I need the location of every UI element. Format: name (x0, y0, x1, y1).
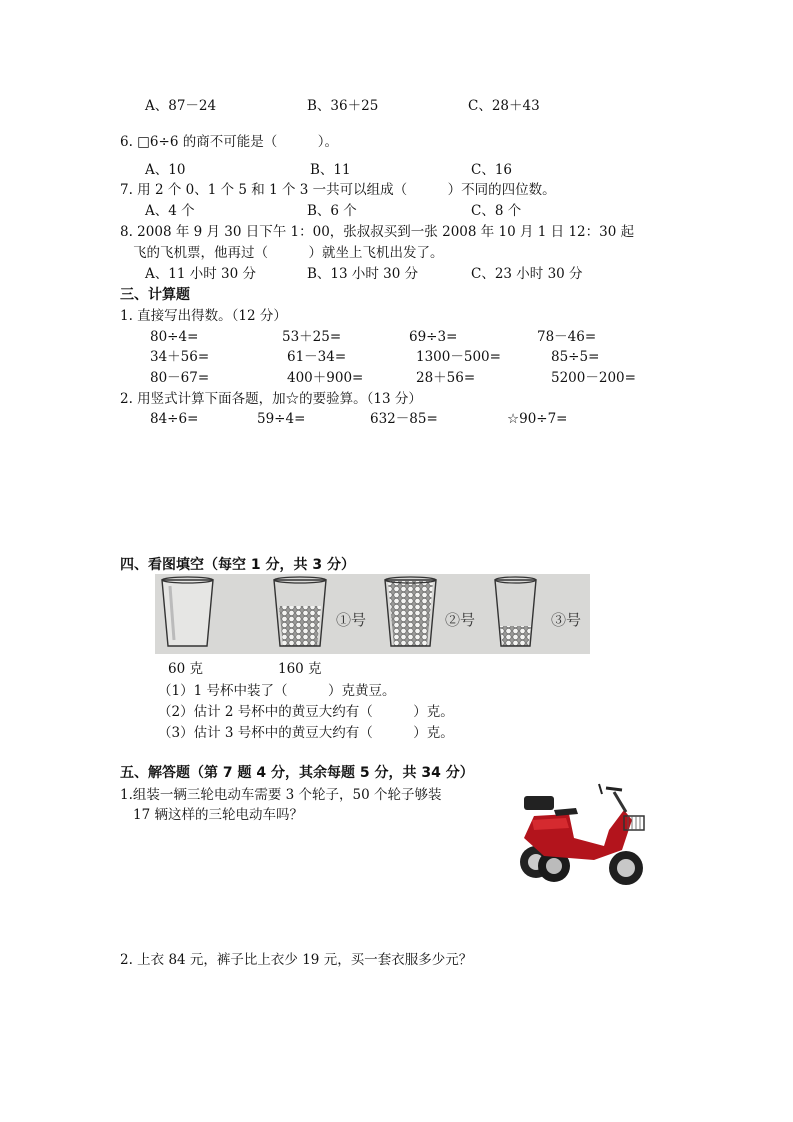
calc-item: 400＋900= (287, 370, 364, 386)
q8-option-a: A、11 小时 30 分 (145, 266, 256, 282)
q7-option-c: C、8 个 (471, 203, 522, 219)
vertical-calc-item: 84÷6= (150, 411, 199, 427)
vertical-calc-item: ☆90÷7= (507, 411, 568, 427)
cup-label: ③号 (551, 611, 582, 629)
section5-title: 五、解答题（第 7 题 4 分，其余每题 5 分，共 34 分） (120, 765, 474, 781)
calc-item: 78－46= (537, 329, 597, 345)
cup-3-icon (495, 577, 536, 646)
section3-q2-title: 2. 用竖式计算下面各题，加☆的要验算。（13 分） (120, 391, 422, 407)
q8-stem-line1: 8. 2008 年 9 月 30 日下午 1：00，张叔叔买到一张 2008 年 10 月 1 日 12：30 起 (120, 224, 635, 240)
calc-item: 34＋56= (150, 349, 210, 365)
empty-cup-icon (162, 577, 213, 646)
q8-option-b: B、13 小时 30 分 (307, 266, 419, 282)
cup-160g-icon (274, 577, 326, 646)
section3-title: 三、计算题 (120, 287, 190, 303)
section4-question-3: （3）估计 3 号杯中的黄豆大约有（ ）克。 (158, 725, 454, 741)
section5-q1-line2: 17 辆这样的三轮电动车吗？ (133, 807, 303, 823)
q8-option-c: C、23 小时 30 分 (471, 266, 583, 282)
section5-q1-line1: 1.组装一辆三轮电动车需要 3 个轮子，50 个轮子够装 (120, 787, 442, 803)
calc-item: 1300－500= (416, 349, 501, 365)
q5-option-c: C、28＋43 (468, 98, 540, 114)
vertical-calc-item: 632－85= (370, 411, 438, 427)
calc-item: 53＋25= (282, 329, 342, 345)
q6-option-b: B、11 (310, 162, 351, 178)
calc-item: 28＋56= (416, 370, 476, 386)
weight-label-60: 60 克 (168, 661, 203, 677)
cup-1-icon (385, 577, 436, 646)
cup-label: ①号 (336, 611, 367, 629)
q5-option-a: A、87－24 (145, 98, 217, 114)
calc-item: 61－34= (287, 349, 347, 365)
q7-option-a: A、4 个 (145, 203, 195, 219)
calc-item: 80－67= (150, 370, 210, 386)
q6-option-c: C、16 (471, 162, 513, 178)
q7-stem: 7. 用 2 个 0、1 个 5 和 1 个 3 一共可以组成（ ）不同的四位数。 (120, 182, 556, 198)
q6-option-a: A、10 (145, 162, 186, 178)
tricycle-scooter-image (514, 780, 649, 892)
calc-item: 85÷5= (551, 349, 600, 365)
section3-q1-title: 1. 直接写出得数。（12 分） (120, 308, 287, 324)
calc-item: 69÷3= (409, 329, 458, 345)
vertical-calc-item: 59÷4= (257, 411, 306, 427)
q7-option-b: B、6 个 (307, 203, 357, 219)
section4-question-2: （2）估计 2 号杯中的黄豆大约有（ ）克。 (158, 704, 454, 720)
section4-question-1: （1）1 号杯中装了（ ）克黄豆。 (158, 683, 396, 699)
calc-item: 80÷4= (150, 329, 199, 345)
weight-label-160: 160 克 (278, 661, 322, 677)
q8-stem-line2: 飞的飞机票，他再过（ ）就坐上飞机出发了。 (133, 245, 444, 261)
section4-title: 四、看图填空（每空 1 分，共 3 分） (120, 557, 355, 573)
section5-q2: 2. 上衣 84 元，裤子比上衣少 19 元，买一套衣服多少元？ (120, 952, 473, 968)
calc-item: 5200－200= (551, 370, 636, 386)
q5-option-b: B、36＋25 (307, 98, 379, 114)
cup-label: ②号 (445, 611, 476, 629)
cups-image (155, 574, 590, 654)
q6-stem: 6. □6÷6 的商不可能是（ ）。 (120, 134, 338, 150)
